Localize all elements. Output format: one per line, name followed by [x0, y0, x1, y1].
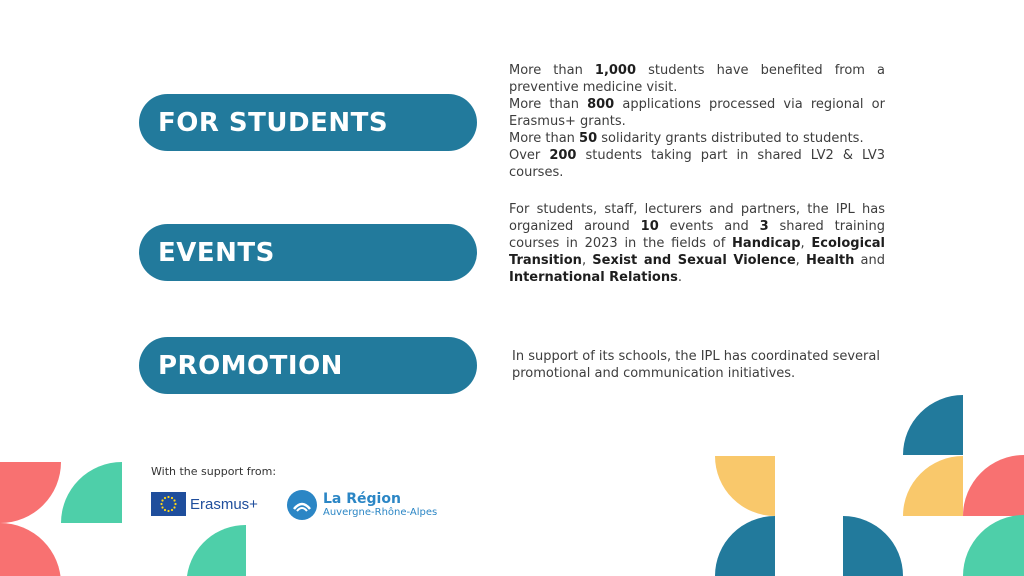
text: ,: [800, 236, 812, 251]
bold-text: 3: [759, 219, 769, 234]
heading-promotion-label: PROMOTION: [158, 350, 343, 381]
erasmus-label: Erasmus+: [190, 495, 258, 513]
bold-text: 50: [579, 131, 598, 146]
text: .: [677, 270, 682, 285]
text: applications processed via regional or Erasmus+ grants.: [509, 97, 885, 129]
deco-yellow-quarter-right: [903, 456, 963, 516]
text: students taking part in shared LV2 & LV3 courses.: [509, 148, 885, 180]
text: More than: [509, 97, 588, 112]
text: More than: [509, 131, 580, 146]
deco-yellow-half-left: [715, 456, 775, 516]
deco-coral-quarter-right: [963, 455, 1024, 516]
deco-teal-quarter-bottom-right: [963, 515, 1024, 576]
text: ,: [581, 253, 593, 268]
deco-coral-quarter-bottom-left: [0, 523, 61, 576]
heading-for-students-label: FOR STUDENTS: [158, 107, 389, 138]
text: ,: [795, 253, 806, 268]
region-subtitle: Auvergne-Rhône-Alpes: [323, 507, 438, 518]
deco-teal-quarter-left: [61, 462, 122, 523]
bold-text: Ecological Transition: [509, 236, 886, 268]
text: Over: [509, 148, 550, 163]
support-label: With the support from:: [151, 465, 277, 478]
text: and: [854, 253, 886, 268]
heading-events-label: EVENTS: [158, 237, 275, 268]
bold-text: 200: [549, 148, 577, 163]
bold-text: 1,000: [594, 63, 637, 78]
text: solidarity grants distributed to students.: [597, 131, 864, 146]
bold-text: 800: [587, 97, 615, 112]
text: More than: [509, 63, 595, 78]
text: events and: [658, 219, 760, 234]
deco-blue-quarter-top-right: [903, 395, 963, 455]
text: In support of its schools, the IPL has coordinated several promotional and communication initiatives.: [512, 349, 880, 381]
deco-teal-half-bottom: [715, 516, 775, 576]
region-name: La Région: [323, 491, 401, 507]
deco-coral-quarter-top-left: [0, 462, 61, 523]
bold-text: 10: [640, 219, 659, 234]
text: For students, staff, lecturers and partners, the IPL has organized around: [509, 202, 885, 234]
bold-text: Handicap: [732, 236, 801, 251]
deco-blue-half-center: [843, 516, 903, 576]
deco-teal-quarter-bottom: [187, 525, 246, 576]
bold-text: International Relations: [509, 270, 678, 285]
bold-text: Sexist and Sexual Violence: [592, 253, 796, 268]
text: shared training courses in 2023 in the fields of: [509, 219, 886, 251]
text: students have benefited from a preventive medicine visit.: [509, 63, 885, 95]
bold-text: Health: [805, 253, 855, 268]
